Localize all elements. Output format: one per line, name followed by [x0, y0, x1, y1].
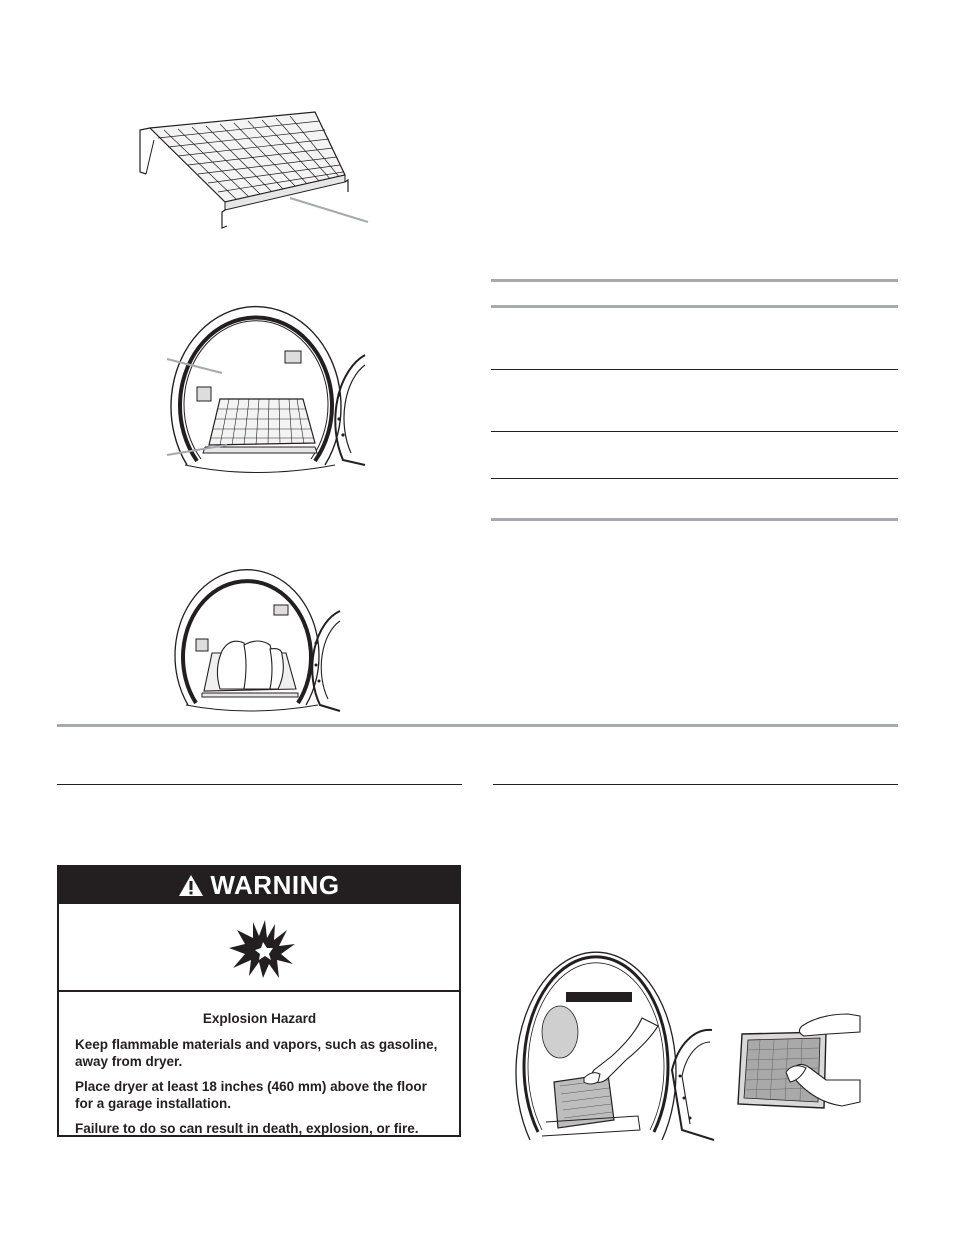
warning-title: WARNING	[210, 870, 340, 900]
rack-in-drum-illustration	[165, 335, 370, 495]
warning-header	[59, 867, 459, 904]
table-bottom-rule	[491, 518, 898, 521]
warning-line: Keep flammable materials and vapors, such as gasoline, away from dryer.	[75, 1037, 438, 1069]
subsection-rule-right	[493, 784, 898, 785]
hazard-title: Explosion Hazard	[202, 1011, 317, 1026]
subsection-rule-left	[57, 784, 462, 785]
lint-screen-in-drum-illustration	[522, 990, 717, 1155]
table-row-divider	[491, 369, 898, 370]
explosion-icon	[227, 918, 297, 980]
warning-line: Place dryer at least 18 inches (460 mm) above the floor for a garage installation.	[75, 1079, 427, 1111]
warning-box	[57, 865, 461, 1137]
warning-line: Failure to do so can result in death, explosion, or fire.	[75, 1121, 419, 1136]
rack-with-shoes-illustration	[178, 593, 343, 715]
lint-screen-by-hand-illustration	[730, 1010, 862, 1115]
table-top-rule	[491, 279, 898, 282]
table-row-divider	[491, 431, 898, 432]
section-divider	[57, 724, 898, 727]
warning-triangle-icon	[178, 874, 204, 897]
table-row-divider	[491, 478, 898, 479]
warning-text	[59, 992, 459, 1145]
drying-rack-illustration	[130, 100, 380, 235]
table-header-rule	[491, 305, 898, 308]
warning-symbol-area	[59, 904, 459, 992]
